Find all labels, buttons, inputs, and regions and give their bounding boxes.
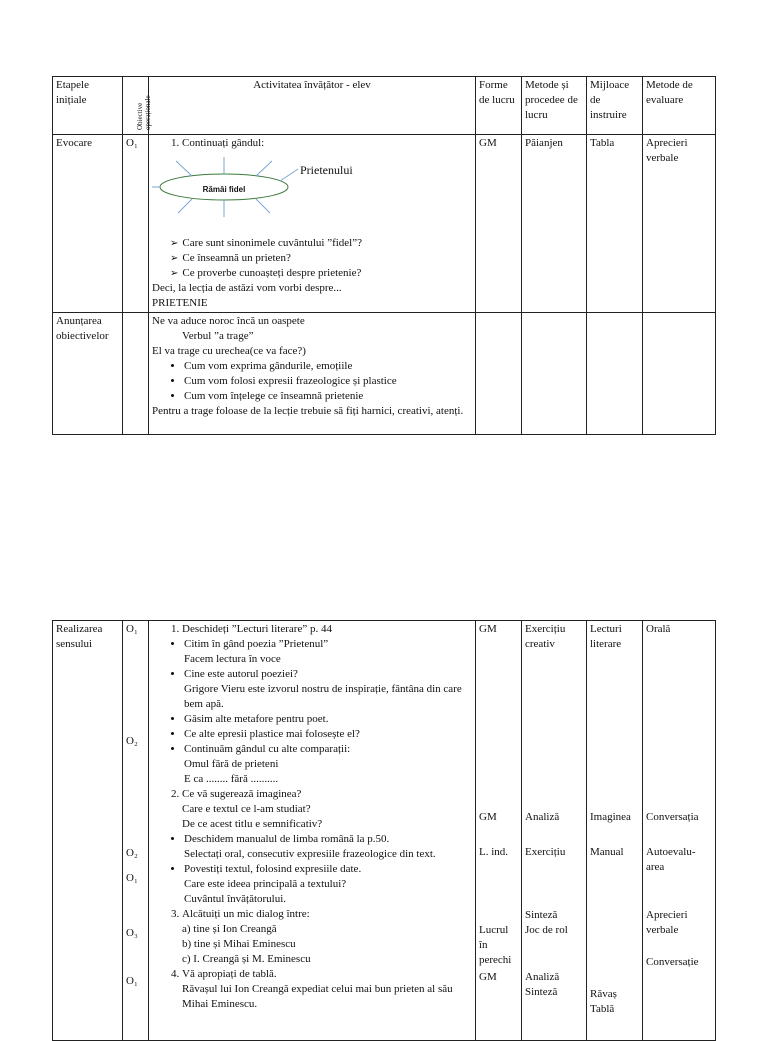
evaluare-anuntarea — [643, 313, 716, 435]
mijloace-realizarea: Lecturi literare Imaginea Manual Răvaș Tablă — [587, 621, 643, 1041]
anuntarea-line-1: Ne va aduce noroc încă un oaspete — [152, 315, 305, 327]
realizarea-item-4: 4. Vă apropiați de tablă. Răvașul lui Ion Creangă expediat celui mai bun prieten al său Mihai Eminescu. — [182, 967, 472, 1012]
realizarea-bullet: • Povestiți textul, folosind expresiile date. Care este ideea principală a textului? Cuvântul învățătorului. — [184, 862, 472, 907]
mijloace-anuntarea — [587, 313, 643, 435]
realizarea-item-1: 1. Deschideți ”Lecturi literare” p. 44 — [182, 622, 472, 637]
evocare-line-1: Deci, la lecția de astăzi vom vorbi despre... — [152, 282, 342, 294]
question-list — [152, 236, 472, 281]
evaluare-realizarea: Orală Conversația Autoevalu-area Aprecieri verbale Conversație — [643, 621, 716, 1041]
forme-evocare: GM — [476, 135, 522, 313]
realizarea-bullet: • Ce alte epresii plastice mai folosește el? — [184, 727, 472, 742]
obiectiv-evocare: O₁ — [123, 135, 149, 313]
question-item: ➢ Care sunt sinonimele cuvântului ”fidel”? — [184, 236, 472, 251]
obiectiv-o3: O₃ — [126, 927, 138, 939]
header-obiective-label: Obiective operaționale — [135, 95, 152, 130]
activitate-evocare — [149, 135, 476, 313]
row-anuntarea — [53, 313, 716, 435]
obiectiv-o2: O₂ — [126, 847, 138, 859]
anuntarea-line-3: El va trage cu urechea(ce va face?) — [152, 345, 306, 357]
objective-item: • Cum vom folosi expresii frazeologice și plastice — [184, 374, 472, 389]
header-obiective — [123, 77, 152, 135]
anuntarea-line-2: Verbul ”a trage” — [182, 330, 254, 342]
realizarea-bullet: • Citim în gând poezia ”Prietenul” Facem lectura în voce — [184, 637, 472, 667]
activitate-anuntarea — [149, 313, 476, 435]
lesson-plan-table-bottom — [52, 620, 716, 1041]
header-activitatea: Activitatea învățător - elev — [149, 77, 476, 135]
metode-anuntarea — [522, 313, 587, 435]
header-etape: Etapele inițiale — [53, 77, 123, 135]
obiectiv-o1: O₁ — [126, 872, 138, 884]
forme-anuntarea — [476, 313, 522, 435]
header-evaluare: Metode de evaluare — [643, 77, 716, 135]
header-forme: Forme de lucru — [476, 77, 522, 135]
metode-realizarea: Exercițiu creativ Analiză Exercițiu Sinteză Joc de rol Analiză Sinteză — [522, 621, 587, 1041]
evaluare-evocare: Aprecieri verbale — [643, 135, 716, 313]
objective-item: • Cum vom înțelege ce înseamnă prietenie — [184, 389, 472, 404]
header-metode: Metode și procedee de lucru — [522, 77, 587, 135]
etapa-anuntarea: Anunțarea obiectivelor — [53, 313, 123, 435]
objective-list — [152, 359, 472, 404]
obiectiv-o1: O₁ — [126, 975, 138, 987]
header-mijloace: Mijloace de instruire — [587, 77, 643, 135]
realizarea-bullet: • Cine este autorul poeziei? Grigore Vieru este izvorul nostru de inspirație, fântâna din care bem apă. — [184, 667, 472, 712]
realizarea-item-2: 2. Ce vă sugerează imaginea? Care e textul ce l-am studiat? De ce acest titlu e semnificativ? — [182, 787, 472, 832]
objective-item: • Cum vom exprima gândurile, emoțiile — [184, 359, 472, 374]
obiectiv-o2: O₂ — [126, 735, 138, 747]
realizarea-bullet: • Continuăm gândul cu alte comparații: Omul fără de prieteni E ca ........ fără .......... — [184, 742, 472, 787]
evocare-item-1: 1. Continuați gândul: — [182, 136, 472, 151]
mind-map — [152, 151, 472, 236]
forme-realizarea: GM GM L. ind. Lucrul în perechi GM — [476, 621, 522, 1041]
obiective-realizarea — [123, 621, 149, 1041]
obiectiv-o1: O₁ — [126, 623, 138, 635]
header-row — [53, 77, 716, 135]
row-evocare — [53, 135, 716, 313]
metode-evocare: Păianjen — [522, 135, 587, 313]
mind-map-branch: Prietenului — [300, 163, 353, 177]
realizarea-bullet: • Deschidem manualul de limba română la p.50. Selectați oral, consecutiv expresiile frazeologice din text. — [184, 832, 472, 862]
question-item: ➢ Ce proverbe cunoașteți despre prietenie? — [184, 266, 472, 281]
mind-map-center: Rămâi fidel — [202, 185, 246, 194]
realizarea-item-3: 3. Alcătuiți un mic dialog între: a) tine și Ion Creangă b) tine și Mihai Eminescu c) I. Creangă și M. Eminescu — [182, 907, 472, 967]
obiectiv-anuntarea — [123, 313, 149, 435]
evocare-line-2: PRIETENIE — [152, 297, 208, 309]
lesson-plan-table-top — [52, 76, 716, 435]
mijloace-evocare: Tabla — [587, 135, 643, 313]
question-item: ➢ Ce înseamnă un prieten? — [184, 251, 472, 266]
row-realizarea — [53, 621, 716, 1041]
etapa-realizarea: Realizarea sensului — [53, 621, 123, 1041]
activitate-realizarea — [149, 621, 476, 1041]
etapa-evocare: Evocare — [53, 135, 123, 313]
anuntarea-line-4: Pentru a trage foloase de la lecție trebuie să fiți harnici, creativi, atenți. — [152, 405, 464, 417]
realizarea-bullet: • Găsim alte metafore pentru poet. — [184, 712, 472, 727]
